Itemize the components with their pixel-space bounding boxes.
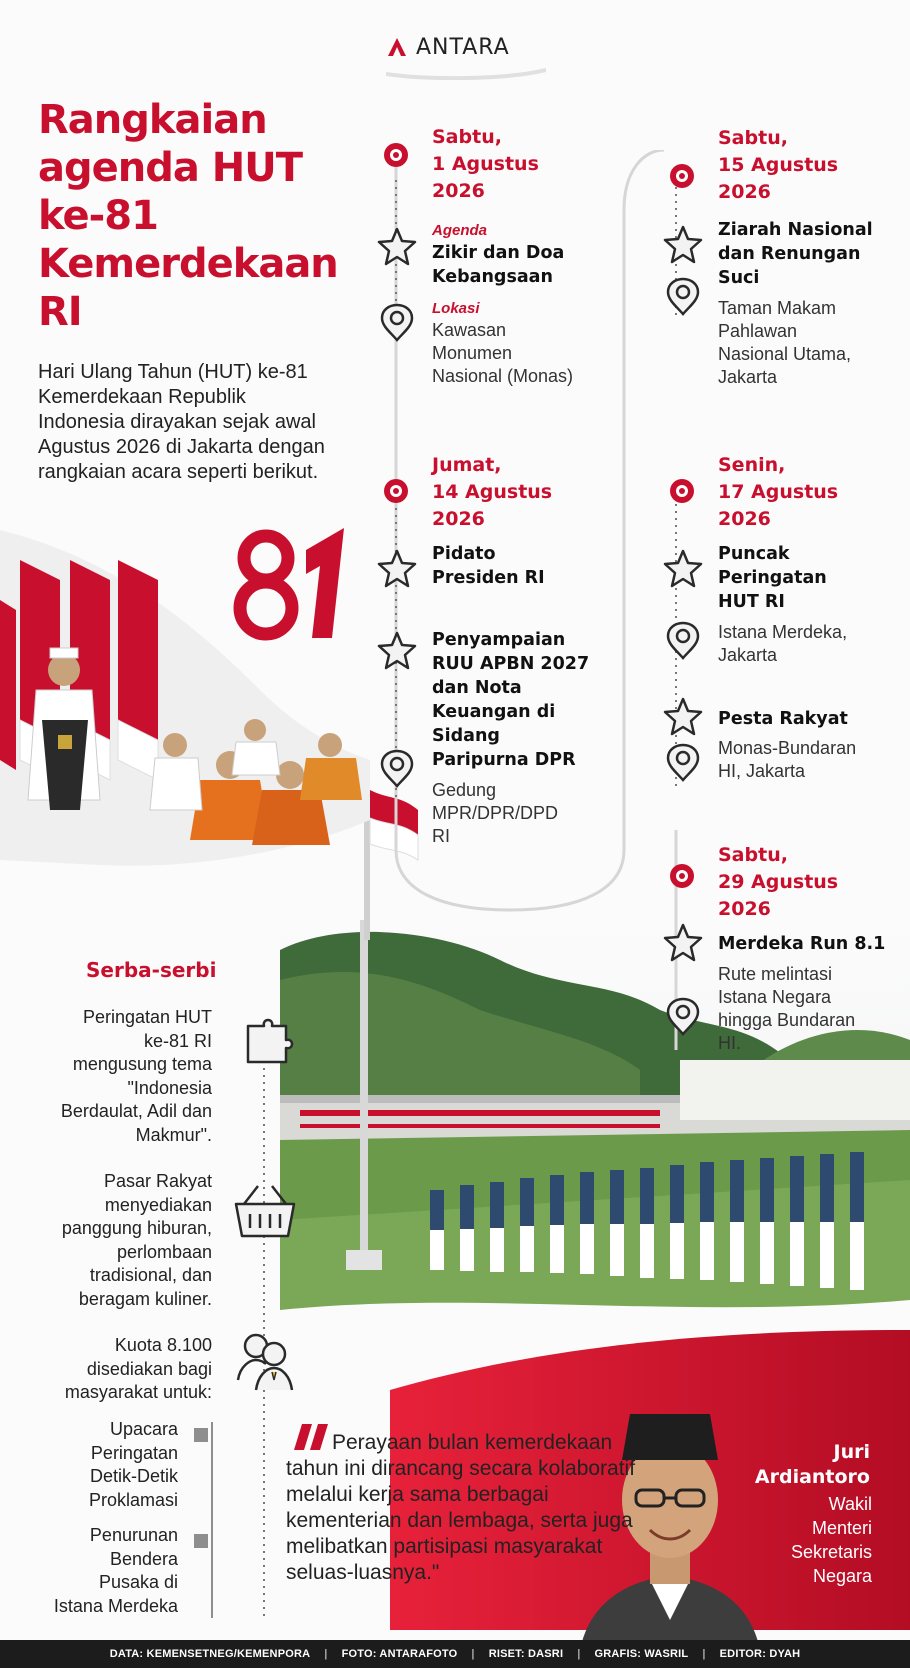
star-icon <box>376 226 418 268</box>
event-title-line: Puncak <box>718 544 790 564</box>
event-location-line: Istana Merdeka, <box>718 622 848 642</box>
date-weekday: Senin, <box>718 454 786 476</box>
date-weekday: Sabtu, <box>718 844 788 866</box>
event-title <box>432 542 545 590</box>
serba-serbi-line-text: Peringatan <box>90 1442 178 1463</box>
event-location-line: Nasional (Monas) <box>432 366 574 386</box>
date-weekday: Sabtu, <box>718 127 788 149</box>
event-title-line: dan Renungan <box>718 244 861 264</box>
date-day-4 <box>718 452 838 533</box>
sub-list-line <box>210 1422 214 1618</box>
event-location-line: Monas-Bundaran <box>718 738 857 758</box>
author-name-line: Juri <box>833 1441 870 1463</box>
serba-serbi-line-text: Kuota 8.100 <box>114 1335 212 1355</box>
serba-serbi-line-text: Pusaka di <box>98 1572 178 1592</box>
event-location-line: Nasional Utama, <box>718 344 852 364</box>
serba-serbi-line-text: Pasar Rakyat <box>103 1171 212 1191</box>
people-icon <box>230 1324 300 1394</box>
serba-serbi-line-text: Detik-Detik <box>89 1466 178 1486</box>
list-bullet <box>194 1428 208 1442</box>
lokasi-label: Lokasi <box>432 300 480 317</box>
date-year: 2026 <box>718 898 771 920</box>
location-pin-icon <box>382 141 410 169</box>
event-title <box>718 707 848 731</box>
credit-grafis: GRAFIS: WASRIL <box>594 1648 689 1660</box>
credit-data: DATA: KEMENSETNEG/KEMENPORA <box>109 1648 311 1660</box>
event-location-line: Taman Makam <box>718 298 837 318</box>
map-marker-icon <box>662 620 704 662</box>
serba-serbi-line-text: mengusung tema <box>72 1054 212 1074</box>
map-marker-icon <box>376 748 418 790</box>
event-location-line: Rute melintasi <box>718 964 833 984</box>
map-marker-icon <box>662 742 704 784</box>
serba-serbi-line-text: Makmur". <box>135 1124 212 1145</box>
serba-serbi-line-text: Peringatan HUT <box>82 1007 212 1027</box>
hut-81-logo <box>228 520 358 650</box>
date-day-2 <box>432 452 552 533</box>
event-title <box>718 542 827 614</box>
event-location <box>718 737 856 783</box>
serba-serbi-line-text: panggung hiburan, <box>61 1218 212 1238</box>
event-title-line: RUU APBN 2027 <box>432 654 590 674</box>
separator: | <box>577 1648 581 1660</box>
event-title-line: Presiden RI <box>432 568 545 588</box>
serba-serbi-title: Serba-serbi <box>86 958 217 982</box>
event-location-line: Kawasan <box>432 320 507 340</box>
serba-serbi-item <box>20 1006 212 1147</box>
event-title-line: Suci <box>718 268 760 288</box>
serba-serbi-line-text: "Indonesia <box>127 1077 212 1098</box>
event-title-line: Pidato <box>432 544 496 564</box>
event-location-line: Gedung <box>432 780 497 800</box>
date-day-3 <box>718 125 838 206</box>
event-title-line: Paripurna DPR <box>432 750 576 770</box>
event-location-line: Monumen <box>432 343 513 363</box>
list-bullet <box>194 1534 208 1548</box>
event-title <box>432 628 589 772</box>
location-pin-icon <box>668 477 696 505</box>
serba-serbi-line-text: Upacara <box>109 1419 178 1439</box>
location-pin-icon <box>382 477 410 505</box>
event-location <box>432 319 573 388</box>
event-location-line: HI. <box>718 1033 742 1053</box>
event-title-line: Kebangsaan <box>432 267 553 287</box>
date-day-month: 14 Agustus <box>432 481 553 503</box>
event-title-line: Ziarah Nasional <box>718 220 873 240</box>
date-day-1 <box>432 124 539 205</box>
event-location-line: Istana Negara <box>718 987 832 1007</box>
date-year: 2026 <box>432 180 485 202</box>
event-location <box>718 297 851 389</box>
map-marker-icon <box>376 302 418 344</box>
serba-serbi-line-text: Penurunan <box>89 1525 178 1545</box>
puzzle-icon <box>238 1012 298 1072</box>
author-role-line: Sekretaris <box>790 1542 872 1562</box>
date-year: 2026 <box>432 508 485 530</box>
quote-author-name <box>710 1440 870 1490</box>
quote-text: Perayaan bulan kemerdekaan tahun ini dirancang secara kolaboratif melalui kerja sama berbagai kementerian dan lembaga, serta juga melibatkan partisipasi masyarakat seluas-luasnya." <box>286 1431 636 1584</box>
star-icon <box>662 224 704 266</box>
serba-serbi-line-text: Berdaulat, Adil dan <box>60 1101 212 1121</box>
author-role-line: Menteri <box>811 1518 872 1538</box>
location-pin-icon <box>668 862 696 890</box>
star-icon <box>662 922 704 964</box>
serba-serbi-line-text: tradisional, dan <box>89 1265 212 1285</box>
event-title-line: Zikir dan Doa <box>432 243 565 263</box>
credits-footer <box>0 1640 910 1668</box>
event-title-line: Merdeka Run 8.1 <box>718 934 886 954</box>
serba-serbi-line-text: disediakan bagi <box>86 1358 212 1379</box>
serba-serbi-sub-item <box>20 1524 178 1618</box>
serba-serbi-line-text: beragam kuliner. <box>78 1288 212 1309</box>
date-year: 2026 <box>718 508 771 530</box>
quote-author-role <box>732 1492 872 1588</box>
separator: | <box>702 1648 706 1660</box>
event-title-line: Sidang <box>432 726 500 746</box>
antara-logo <box>384 34 510 60</box>
credit-foto: FOTO: ANTARAFOTO <box>341 1648 458 1660</box>
serba-serbi-line-text: menyediakan <box>104 1194 212 1215</box>
map-marker-icon <box>662 996 704 1038</box>
serba-serbi-line-text: Proklamasi <box>88 1489 178 1510</box>
event-location-line: Pahlawan <box>718 321 798 341</box>
antara-logo-icon <box>384 34 410 60</box>
event-location-line: HI, Jakarta <box>718 761 806 781</box>
event-title-line: Keuangan di <box>432 702 556 722</box>
agenda-label: Agenda <box>432 222 488 239</box>
date-day-month: 15 Agustus <box>718 154 839 176</box>
date-day-month: 17 Agustus <box>718 481 839 503</box>
serba-serbi-line-text: ke-81 RI <box>143 1030 212 1051</box>
basket-icon <box>230 1180 300 1244</box>
event-title <box>718 932 885 956</box>
serba-serbi-item <box>20 1170 212 1311</box>
serba-serbi-line-text: perlombaan <box>116 1241 212 1262</box>
event-location-line: MPR/DPR/DPD <box>432 803 559 823</box>
intro-text: Hari Ulang Tahun (HUT) ke-81 Kemerdekaan Republik Indonesia dirayakan sejak awal Agustus 2026 di Jakarta dengan rangkaian acara seperti berikut. <box>38 361 325 483</box>
event-location-line: RI <box>432 826 450 846</box>
event-location <box>718 963 855 1055</box>
separator: | <box>471 1648 475 1660</box>
date-weekday: Sabtu, <box>432 126 502 148</box>
date-day-5 <box>718 842 838 923</box>
serba-serbi-line-text: Istana Merdeka <box>53 1595 178 1616</box>
logo-underline <box>386 68 546 80</box>
credit-editor: EDITOR: DYAH <box>719 1648 801 1660</box>
event-title-line: Penyampaian <box>432 630 566 650</box>
serba-serbi-line-text: Bendera <box>109 1548 178 1569</box>
event-location-line: hingga Bundaran <box>718 1010 856 1030</box>
date-day-month: 1 Agustus <box>432 153 539 175</box>
author-role-line: Negara <box>812 1566 872 1586</box>
event-location-line: Jakarta <box>718 367 778 387</box>
author-role-line: Wakil <box>828 1494 872 1514</box>
event-title <box>432 241 564 289</box>
event-title-line: dan Nota <box>432 678 522 698</box>
star-icon <box>662 696 704 738</box>
page-title: Rangkaian agenda HUT ke-81 Kemerdekaan RI <box>38 97 338 335</box>
event-location-line: Jakarta <box>718 645 778 665</box>
date-day-month: 29 Agustus <box>718 871 839 893</box>
date-year: 2026 <box>718 181 771 203</box>
credit-riset: RISET: DASRI <box>488 1648 564 1660</box>
event-location <box>432 779 558 848</box>
separator: | <box>324 1648 328 1660</box>
serba-serbi-sub-item <box>20 1418 178 1512</box>
author-name-line: Ardiantoro <box>754 1466 870 1488</box>
star-icon <box>662 548 704 590</box>
event-title-line: HUT RI <box>718 592 785 612</box>
star-icon <box>376 548 418 590</box>
serba-serbi-item <box>20 1334 212 1405</box>
serba-serbi-line-text: masyarakat untuk: <box>64 1382 212 1402</box>
map-marker-icon <box>662 276 704 318</box>
logo-text: ANTARA <box>416 34 510 60</box>
event-title-line: Pesta Rakyat <box>718 709 848 729</box>
star-icon <box>376 630 418 672</box>
event-location <box>718 621 847 667</box>
event-title-line: Peringatan <box>718 568 827 588</box>
event-title <box>718 218 873 290</box>
location-pin-icon <box>668 162 696 190</box>
date-weekday: Jumat, <box>432 454 502 476</box>
